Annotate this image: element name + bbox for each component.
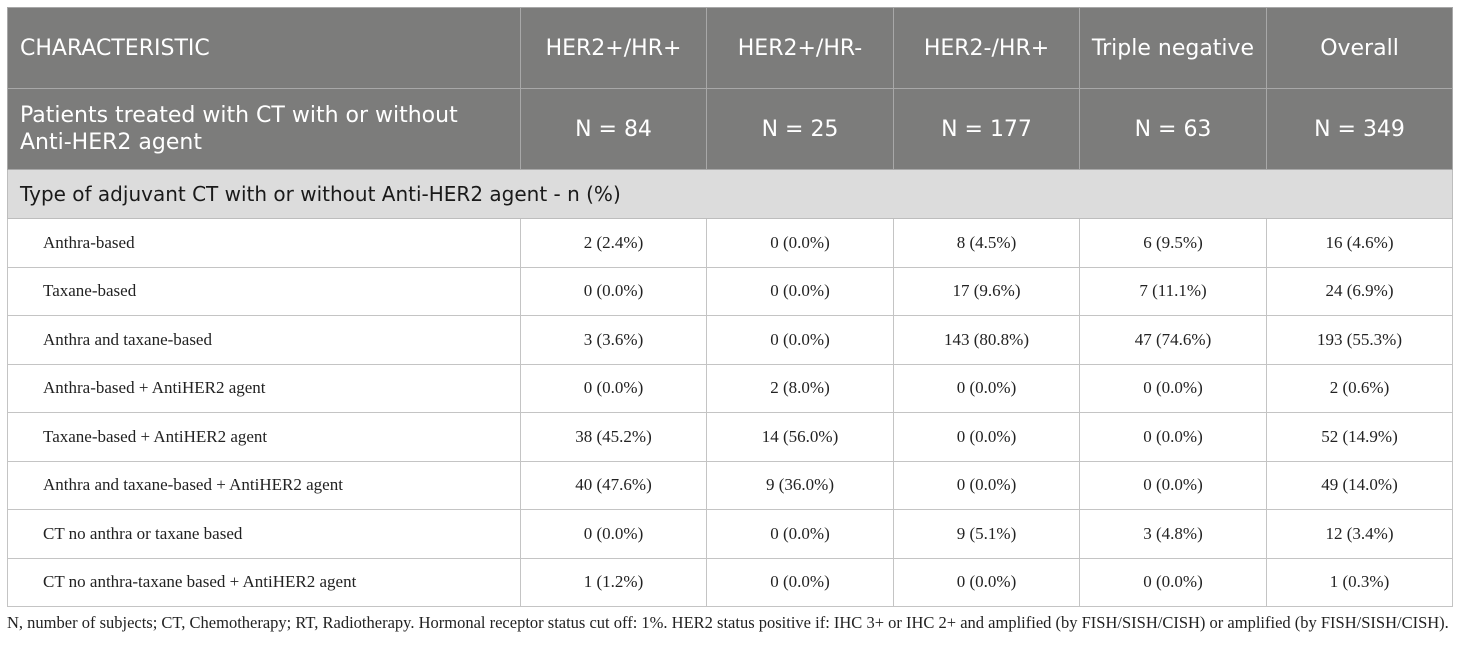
row-label: CT no anthra-taxane based + AntiHER2 agent <box>8 558 521 607</box>
table-cell: 12 (3.4%) <box>1267 510 1453 559</box>
table-cell: 0 (0.0%) <box>521 364 707 413</box>
table-cell: 0 (0.0%) <box>1080 558 1267 607</box>
table-cell: 7 (11.1%) <box>1080 267 1267 316</box>
row-label: Anthra and taxane-based <box>8 316 521 365</box>
table-cell: 2 (8.0%) <box>707 364 894 413</box>
table-cell: 0 (0.0%) <box>521 267 707 316</box>
header-her2pos-hrpos: HER2+/HR+ <box>521 8 707 89</box>
table-cell: 24 (6.9%) <box>1267 267 1453 316</box>
table-row <box>8 316 1453 365</box>
row-label: CT no anthra or taxane based <box>8 510 521 559</box>
table-cell: 38 (45.2%) <box>521 413 707 462</box>
table-footnote: N, number of subjects; CT, Chemotherapy; RT, Radiotherapy. Hormonal receptor status cut off: 1%. HER2 status positive if: IHC 3+ or IHC 2+ and amplified (by FISH/SISH/CISH) or amplified (by FISH/SISH/CISH). <box>7 613 1449 632</box>
table-cell: 0 (0.0%) <box>1080 413 1267 462</box>
table-row <box>8 219 1453 268</box>
table-cell: 49 (14.0%) <box>1267 461 1453 510</box>
row-label: Taxane-based + AntiHER2 agent <box>8 413 521 462</box>
table-cell: 2 (2.4%) <box>521 219 707 268</box>
table-cell: 1 (0.3%) <box>1267 558 1453 607</box>
header-her2neg-hrpos: HER2-/HR+ <box>894 8 1080 89</box>
table-cell: 40 (47.6%) <box>521 461 707 510</box>
table-container <box>7 7 1452 607</box>
row-label: Anthra-based <box>8 219 521 268</box>
header-row <box>8 8 1453 89</box>
table-cell: 0 (0.0%) <box>707 510 894 559</box>
patients-n: N = 84 <box>521 89 707 170</box>
table-cell: 0 (0.0%) <box>1080 364 1267 413</box>
table-cell: 0 (0.0%) <box>894 364 1080 413</box>
table-cell: 9 (5.1%) <box>894 510 1080 559</box>
patients-n: N = 349 <box>1267 89 1453 170</box>
table-cell: 47 (74.6%) <box>1080 316 1267 365</box>
row-label: Taxane-based <box>8 267 521 316</box>
table-cell: 0 (0.0%) <box>707 267 894 316</box>
table-row <box>8 510 1453 559</box>
table-cell: 0 (0.0%) <box>521 510 707 559</box>
header-her2pos-hrneg: HER2+/HR- <box>707 8 894 89</box>
row-label: Anthra-based + AntiHER2 agent <box>8 364 521 413</box>
table-cell: 14 (56.0%) <box>707 413 894 462</box>
table-row <box>8 558 1453 607</box>
header-characteristic: CHARACTERISTIC <box>8 8 521 89</box>
table-cell: 3 (4.8%) <box>1080 510 1267 559</box>
section-title: Type of adjuvant CT with or without Anti-HER2 agent - n (%) <box>8 170 1453 219</box>
table-cell: 9 (36.0%) <box>707 461 894 510</box>
section-row <box>8 170 1453 219</box>
table-cell: 3 (3.6%) <box>521 316 707 365</box>
table-cell: 0 (0.0%) <box>894 558 1080 607</box>
patients-label: Patients treated with CT with or without Anti-HER2 agent <box>8 89 521 170</box>
table-cell: 16 (4.6%) <box>1267 219 1453 268</box>
table-row <box>8 413 1453 462</box>
table-cell: 6 (9.5%) <box>1080 219 1267 268</box>
table-cell: 17 (9.6%) <box>894 267 1080 316</box>
table-cell: 0 (0.0%) <box>894 461 1080 510</box>
table-cell: 0 (0.0%) <box>707 219 894 268</box>
table-cell: 0 (0.0%) <box>894 413 1080 462</box>
table-row <box>8 267 1453 316</box>
header-triple-negative: Triple negative <box>1080 8 1267 89</box>
table-cell: 193 (55.3%) <box>1267 316 1453 365</box>
table-cell: 0 (0.0%) <box>707 316 894 365</box>
header-overall: Overall <box>1267 8 1453 89</box>
patients-row <box>8 89 1453 170</box>
table-row <box>8 461 1453 510</box>
patients-n: N = 63 <box>1080 89 1267 170</box>
table-cell: 2 (0.6%) <box>1267 364 1453 413</box>
table-row <box>8 364 1453 413</box>
table-cell: 0 (0.0%) <box>1080 461 1267 510</box>
table-cell: 143 (80.8%) <box>894 316 1080 365</box>
patients-n: N = 177 <box>894 89 1080 170</box>
row-label: Anthra and taxane-based + AntiHER2 agent <box>8 461 521 510</box>
table-cell: 0 (0.0%) <box>707 558 894 607</box>
table-cell: 52 (14.9%) <box>1267 413 1453 462</box>
table-cell: 8 (4.5%) <box>894 219 1080 268</box>
chemotherapy-table <box>7 7 1453 607</box>
table-cell: 1 (1.2%) <box>521 558 707 607</box>
patients-n: N = 25 <box>707 89 894 170</box>
